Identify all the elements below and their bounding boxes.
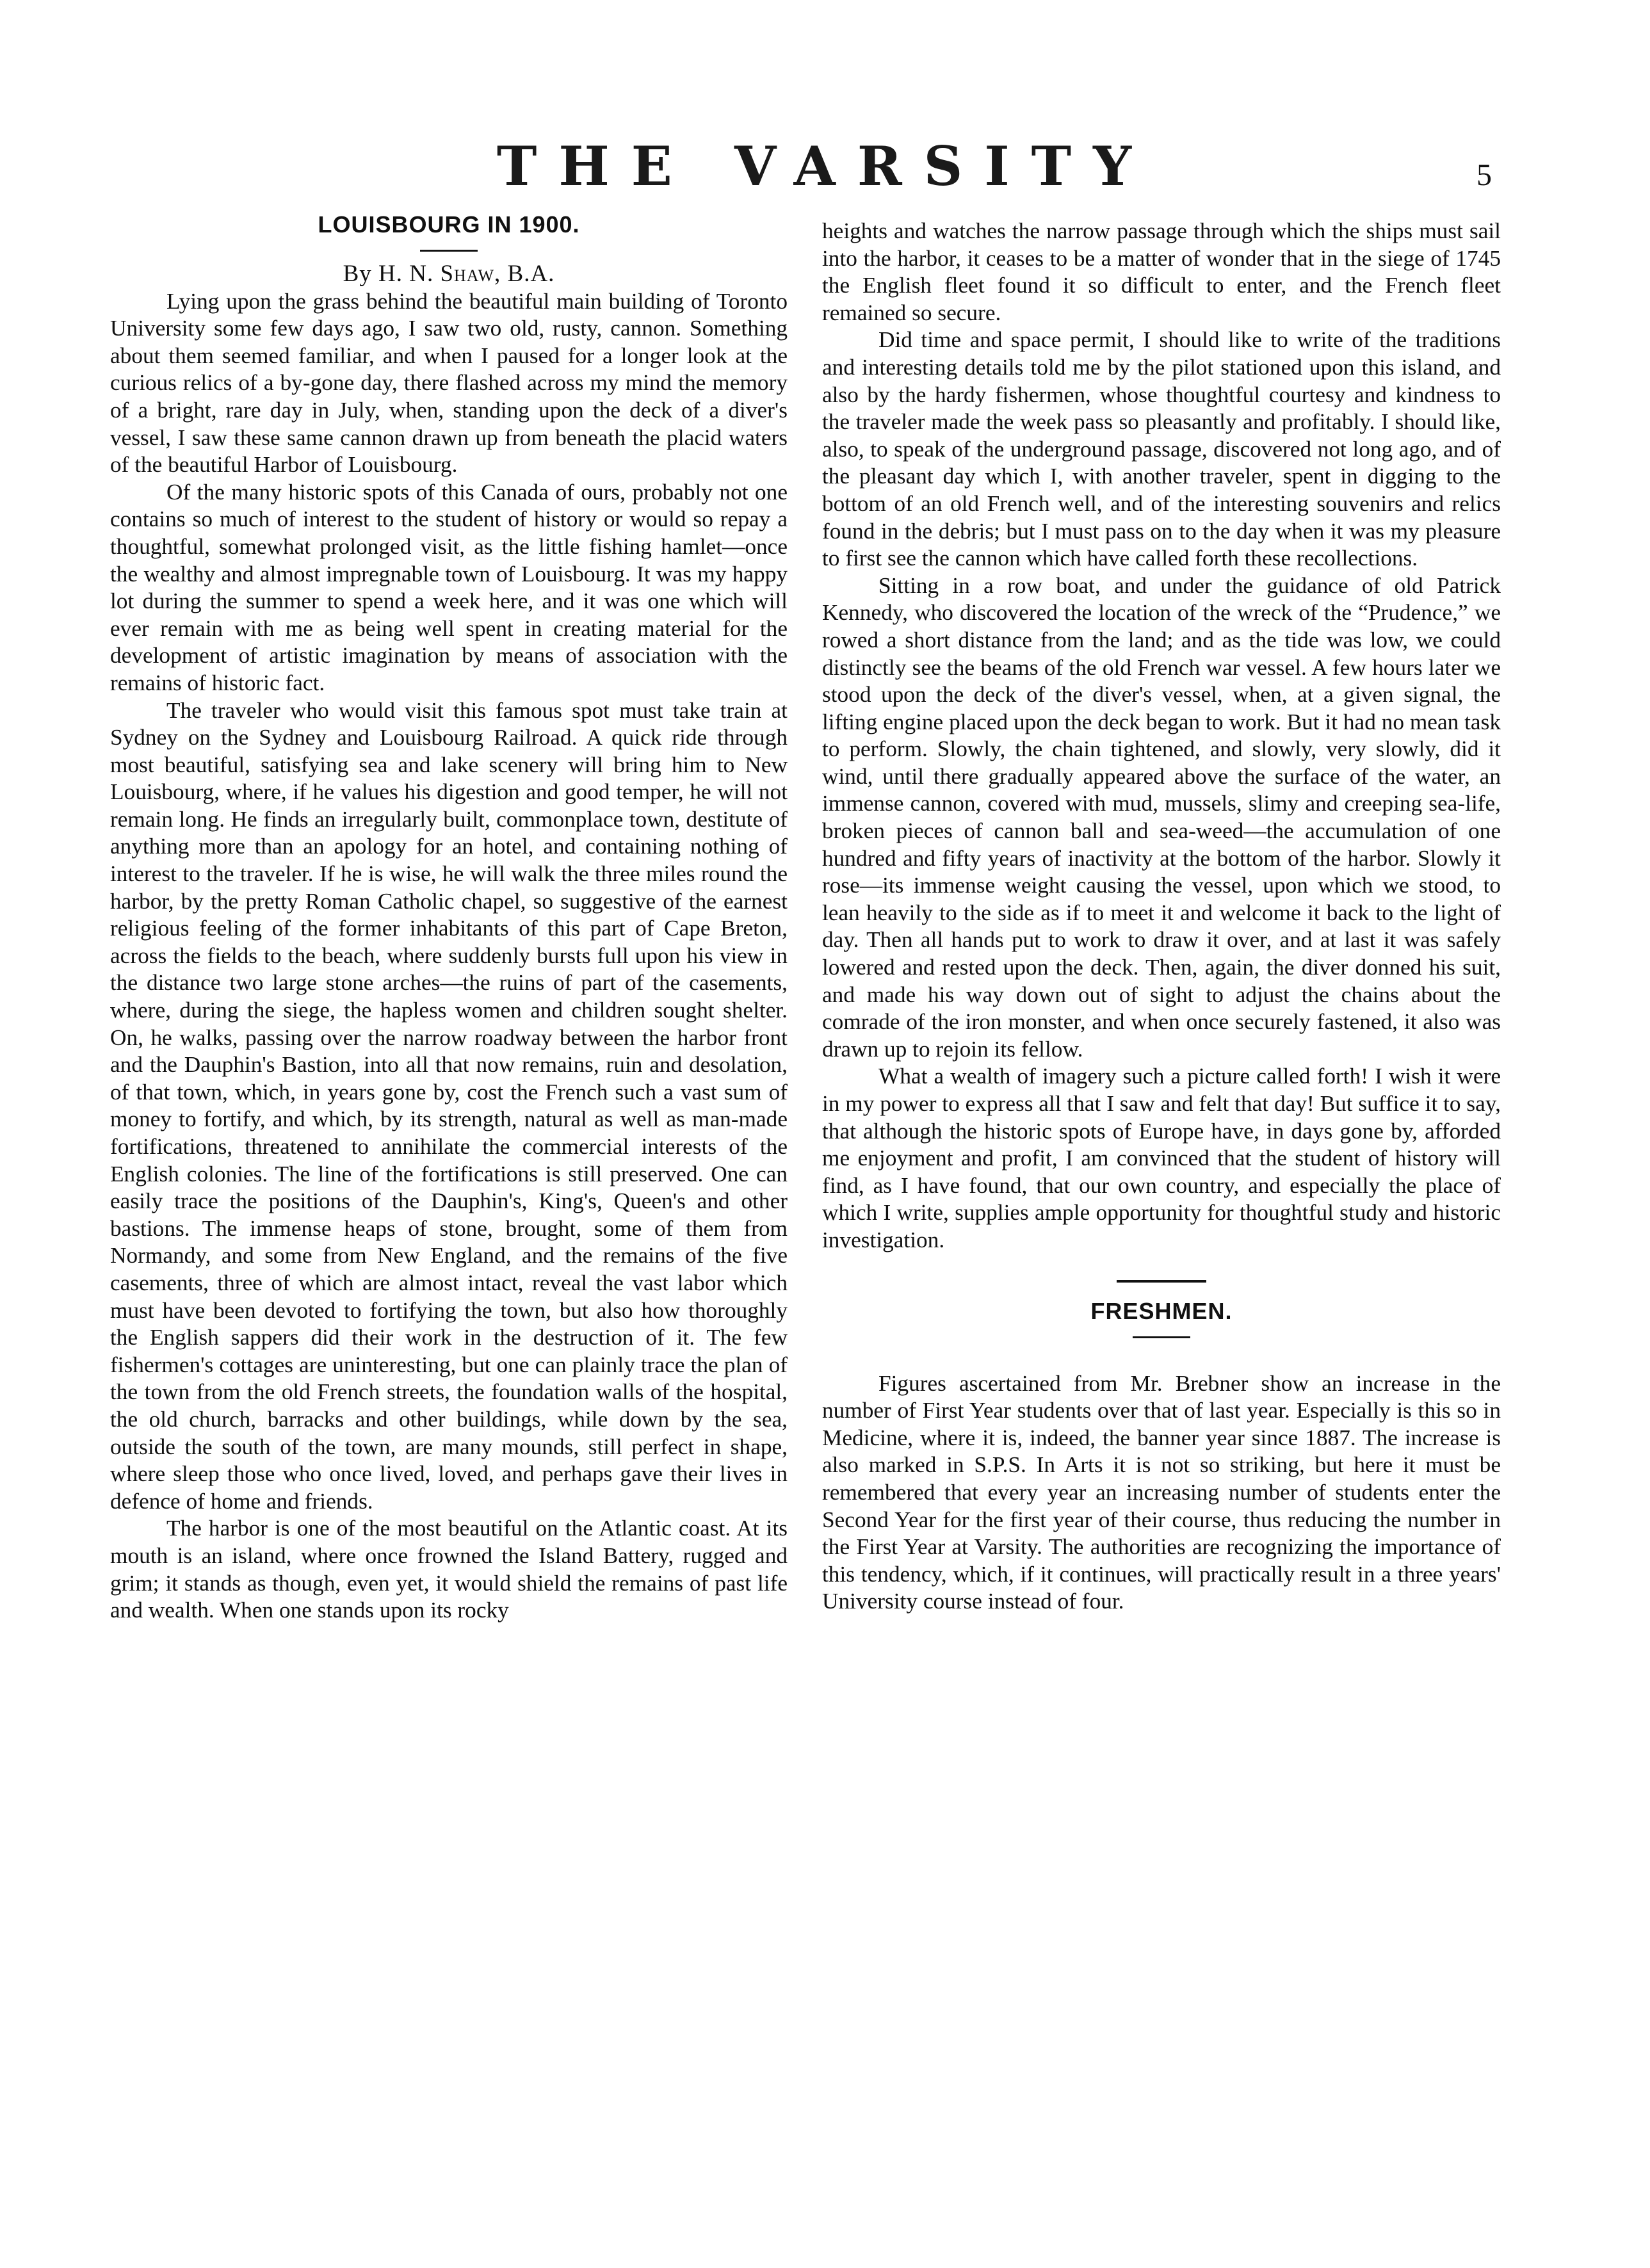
title-rule xyxy=(420,250,478,252)
section-title: FRESHMEN. xyxy=(1090,1297,1233,1324)
left-column xyxy=(110,211,788,1624)
page-number: 5 xyxy=(1476,158,1492,192)
article-paragraph: Sitting in a row boat, and under the guidance of old Patrick Kennedy, who discovered the location of the wreck of the “Prudence,” we rowed a short distance from the land; and as the tide was low, we could distinctly see the beams of the old French war vessel. A few hours later we stood upon the deck of the diver's vessel, when, at a given signal, the lifting engine placed upon the deck began to work. But it had no mean task to perform. Slowly, the chain tightened, and slowly, very slowly, did it wind, until there gradually appeared above the surface of the water, an immense cannon, covered with mud, mussels, slimy and creeping sea-life, broken pieces of cannon ball and sea-weed—the accumulation of one hundred and fifty years of inactivity at the bottom of the harbor. Slowly it rose—its immense weight causing the vessel, upon which we stood, to lean heavily to the side as if to meet it and welcome it back to the light of day. Then all hands put to work to draw it over, and at last it was safely lowered and rested upon the deck. Then, again, the diver donned his suit, and made his way down out of sight to adjust the chains about the comrade of the iron monster, and when once securely fastened, it also was drawn up to rejoin its fellow. xyxy=(822,572,1501,1062)
masthead: THE VARSITY xyxy=(496,134,1154,198)
right-column xyxy=(822,218,1501,1616)
article-paragraph: Did time and space permit, I should like to write of the traditions and interesting details told me by the pilot stationed upon this island, and also by the hardy fishermen, whose thoughtful courtesy and kindness to the traveler made the week pass so pleasantly and profitably. I should like, also, to speak of the underground passage, discovered not long ago, and of the pleasant day which I, with another traveler, spent in digging to the bottom of an old French well, and of the interesting souvenirs and relics found in the debris; but I must pass on to the day when it was my pleasure to first see the cannon which have called forth these recollections. xyxy=(822,327,1501,571)
section-title-rule xyxy=(1133,1336,1190,1338)
article-paragraph: Of the many historic spots of this Canada of ours, probably not one contains so much of interest to the student of history or would so repay a thoughtful, somewhat prolonged visit, as the little fishing hamlet—once the wealthy and almost impregnable town of Louisbourg. It was my happy lot during the summer to spend a week here, and it was one which will ever remain with me as being well spent in creating material for the development of artistic imagination by means of association with the remains of historic fact. xyxy=(110,479,788,695)
article-paragraph: What a wealth of imagery such a picture called forth! I wish it were in my power to express all that I saw and felt that day! But suffice it to say, that although the historic spots of Europe have, in days gone by, afforded me enjoyment and profit, I am convinced that the student of history will find, as I have found, that our own country, and especially the place of which I write, supplies ample opportunity for thoughtful study and historic investigation. xyxy=(822,1064,1501,1252)
section-divider xyxy=(1117,1280,1206,1283)
article-paragraph: The harbor is one of the most beautiful on the Atlantic coast. At its mouth is an island, where once frowned the Island Battery, rugged and grim; it stands as though, even yet, it would shield the remains of past life and wealth. When one stands upon its rocky xyxy=(110,1516,788,1623)
byline xyxy=(110,261,788,288)
article-paragraph: Lying upon the grass behind the beautiful main building of Toronto University some few days ago, I saw two old, rusty, cannon. Something about them seemed familiar, and when I paused for a longer look at the curious relics of a by-gone day, there flashed across my mind the memory of a bright, rare day in July, when, standing upon the deck of a diver's vessel, I saw these same cannon drawn up from beneath the placid waters of the beautiful Harbor of Louisbourg. xyxy=(110,288,788,478)
article-paragraph: The traveler who would visit this famous spot must take train at Sydney on the Sydney and Louisbourg Railroad. A quick ride through most beautiful, satisfying sea and lake scenery will bring him to New Louisbourg, where, if he values his digestion and good temper, he will not remain long. He finds an irregularly built, commonplace town, destitute of anything more than an apology for an hotel, and containing nothing of interest to the traveler. If he is wise, he will walk the three miles round the harbor, by the pretty Roman Catholic chapel, so suggestive of the earnest religious feeling of the former inhabitants of this part of Cape Breton, across the fields to the beach, where suddenly bursts full upon his view in the distance two large stone arches—the ruins of part of the casements, where, during the siege, the hapless women and children sought shelter. On, he walks, passing over the narrow roadway between the harbor front and the Dauphin's Bastion, into all that now remains, ruin and desolation, of that town, which, in years gone by, cost the French such a vast sum of money to fortify, and which, by its strength, natural as well as man-made fortifications, threatened to annihilate the commercial interests of the English colonies. The line of the fortifications is still preserved. One can easily trace the positions of the Dauphin's, King's, Queen's and other bastions. The immense heaps of stone, brought, some of them from Normandy, and some from New England, and the remains of the five casements, three of which are almost intact, reveal the vast labor which must have been devoted to fortifying the town, but also how thoroughly the English sappers did their work in the destruction of it. The few fishermen's cottages are uninteresting, but one can plainly trace the plan of the town from the old French streets, the foundation walls of the hospital, the old church, barracks and other buildings, while down by the sea, outside the south of the town, are many mounds, still perfect in shape, where sleep those who once lived, loved, and perhaps gave their lives in defence of home and friends. xyxy=(110,697,788,1514)
byline-prefix: By xyxy=(343,261,372,287)
section-paragraph: Figures ascertained from Mr. Brebner show an increase in the number of First Year students over that of last year. Especially is this so in Medicine, where it is, indeed, the banner year since 1887. The increase is also marked in S.P.S. In Arts it is not so striking, but here it must be remembered that every year an increasing number of students enter the Second Year for the first year of their course, thus reducing the number in the First Year at Varsity. The authorities are recognizing the importance of this tendency, which, if it continues, will practically result in a three years' University course instead of four. xyxy=(822,1370,1501,1614)
article-title: LOUISBOURG IN 1900. xyxy=(318,211,580,238)
byline-author: H. N. Shaw, B.A. xyxy=(378,261,555,287)
article-continuation: heights and watches the narrow passage through which the ships must sail into the harbor, it ceases to be a matter of wonder that in the siege of 1745 the English fleet found it so difficult to enter, and the French fleet remained so secure. xyxy=(822,218,1501,325)
